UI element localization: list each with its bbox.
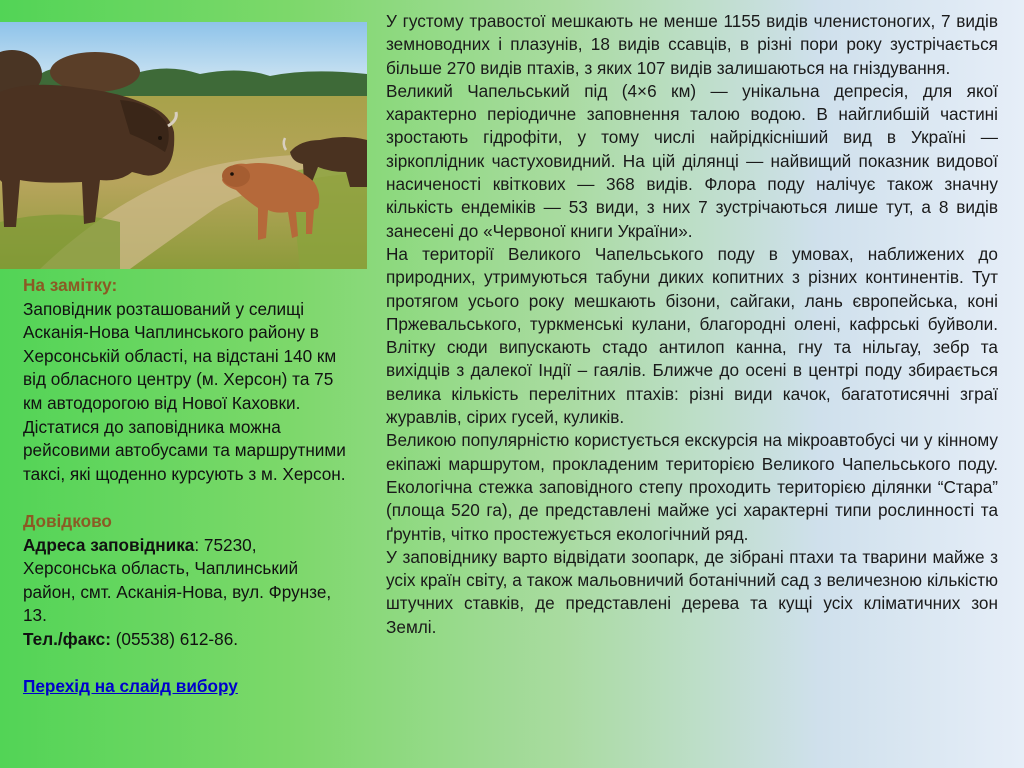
- paragraph: На території Великого Чапельського поду в умовах, наближених до природних, утримуються табуни диких копитних з різних континентів. Тут протягом усього року мешкають бізони, сайгаки, лань європейська, коні Пржевальського, туркменські кулани, благородні олені, кафрські буйволи. Влітку сюди випускають стадо антилоп канна, гну та нільгау, зебр та вихідців з далекої Індії – гаялів. Ближче до осені в центрі поду збирається велика кількість перелітних птахів: різні види качок, багатотисячні зграї журавлів, сірих гусей, куликів.: [386, 243, 998, 428]
- paragraph: У заповіднику варто відвідати зоопарк, де зібрані птахи та тварини майже з усіх країн світу, а також мальовничий ботанічний сад з величезною кількістю штучних ставків, де представлені дерева та кущі усіх кліматичних зон Землі.: [386, 546, 998, 637]
- address-label: Адреса заповідника: [23, 534, 195, 555]
- go-to-selection-slide-link[interactable]: Перехід на слайд вибору: [23, 676, 238, 697]
- bison-calf-illustration: [0, 22, 367, 269]
- phone-label: Тел./факс:: [23, 628, 111, 649]
- paragraph: У густому травостої мешкають не менше 1155 видів членистоногих, 7 видів земноводних і плазунів, 18 видів ссавців, в різні пори року зустрічається більше 270 видів птахів, з яких 107 видів залишаються на гніздування.: [386, 11, 998, 78]
- phone-line: [23, 628, 353, 652]
- reference-heading: Довідково: [23, 510, 112, 531]
- note-heading: На замітку:: [23, 275, 118, 295]
- note-text: Заповідник розташований у селищі Асканія-Нова Чаплинського району в Херсонській області, на відстані 140 км від обласного центру (м. Херсон) та 75 км автодорогою від Нової Каховки. Дістатися до заповідника можна рейсовими автобусами та маршрутними таксі, які щоденно курсують з м. Херсон.: [23, 298, 346, 484]
- spacer: [23, 486, 353, 510]
- address-line: [23, 534, 353, 628]
- address-value: : 75230, Херсонська область, Чаплинський район, смт. Асканія-Нова, вул. Фрунзе, 13.: [23, 534, 332, 626]
- left-column: [23, 274, 353, 699]
- paragraph: Великий Чапельський під (4×6 км) — унікальна депресія, для якої характерно періодичне заповнення талою водою. В найглибшій частині зростають гідрофіти, у тому числі найрідкісніший вид в Україні — зіркоплідник частуховидний. На цій ділянці — найвищий показник видової насиченості квіткових — 368 видів. Флора поду налічує також значну кількість ендеміків — 53 види, з них 7 зустрічаються лише тут, а 8 видів занесені до «Червоної книги України».: [386, 80, 998, 241]
- paragraph: Великою популярністю користується екскурсія на мікроавтобусі чи у кінному екіпажі маршрутом, прокладеним територією Великого Чапельського поду. Екологічна стежка заповідного степу проходить територією ділянки “Стара” (площа 520 га), де представлені майже усі характерні типи рослинності та ґрунтів, чітко простежується екологічний ряд.: [386, 430, 998, 544]
- phone-value: (05538) 612-86.: [110, 628, 239, 649]
- right-column: [386, 10, 998, 639]
- spacer: [23, 652, 353, 676]
- bison-photo: [0, 22, 367, 269]
